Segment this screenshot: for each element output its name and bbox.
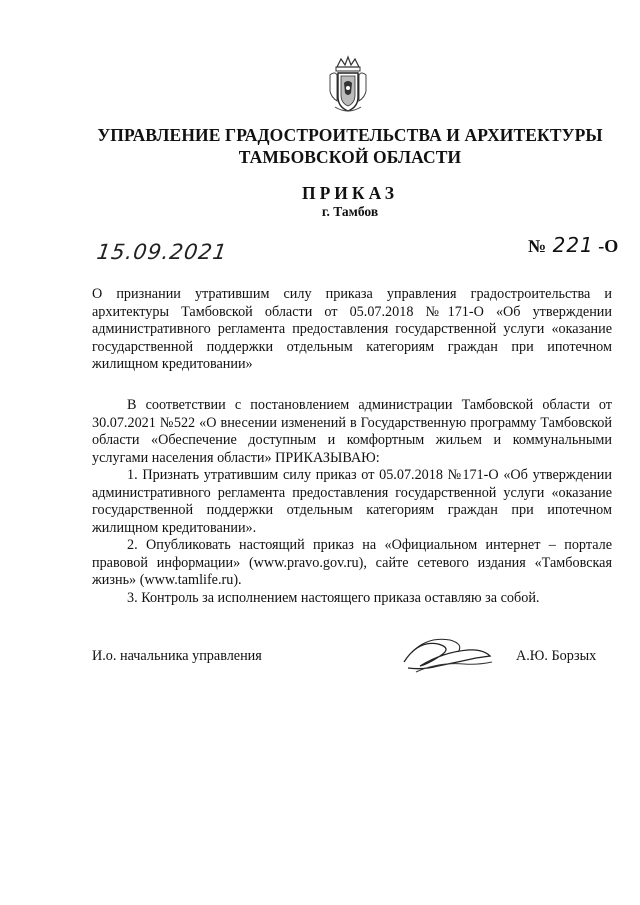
coat-of-arms-emblem	[327, 53, 369, 117]
handwritten-number: 221	[552, 233, 594, 257]
handwritten-signature	[398, 632, 498, 682]
organization-title-line1: УПРАВЛЕНИЕ ГРАДОСТРОИТЕЛЬСТВА И АРХИТЕКТУРЫ	[97, 125, 603, 145]
body-item-2: 2. Опубликовать настоящий приказ на «Официальном интернет – портале правовой информации» (www.pravo.gov.ru), сайте сетевого издания «Тамбовская жизнь» (www.tamlife.ru).	[92, 537, 612, 588]
signer-position: И.о. начальника управления	[92, 648, 262, 664]
number-prefix: №	[528, 236, 547, 256]
signer-name: А.Ю. Борзых	[516, 648, 597, 664]
organization-title-line2: ТАМБОВСКОЙ ОБЛАСТИ	[238, 147, 462, 167]
organization-title	[60, 124, 640, 168]
body-preamble: В соответствии с постановлением администрации Тамбовской области от 30.07.2021 №522 «О внесении изменений в Государственную программу Тамбовской области «Обеспечение доступным и комфортным жильем и коммунальными услугами населения области» ПРИКАЗЫВАЮ:	[92, 397, 612, 466]
body-item-3: 3. Контроль за исполнением настоящего приказа оставляю за собой.	[127, 589, 540, 606]
order-body	[92, 397, 612, 607]
handwritten-date: 15.09.2021	[95, 240, 229, 264]
order-number	[528, 233, 618, 257]
document-type-heading: ПРИКАЗ	[301, 183, 399, 203]
city-label: г. Тамбов	[321, 204, 379, 219]
order-subject: О признании утратившим силу приказа управления градостроительства и архитектуры Тамбовской области от 05.07.2018 №171-О «Об утверждении административного регламента предоставления государственной услуги «оказание государственной поддержки отдельным категориям граждан при ипотечном жилищном кредитовании»	[92, 286, 612, 372]
body-item-1: 1. Признать утратившим силу приказ от 05.07.2018 №171-О «Об утверждении административного регламента предоставления государственной услуги «оказание государственной поддержки отдельным категориям граждан при ипотечном жилищном кредитовании».	[92, 467, 612, 536]
number-suffix: -О	[598, 236, 619, 256]
